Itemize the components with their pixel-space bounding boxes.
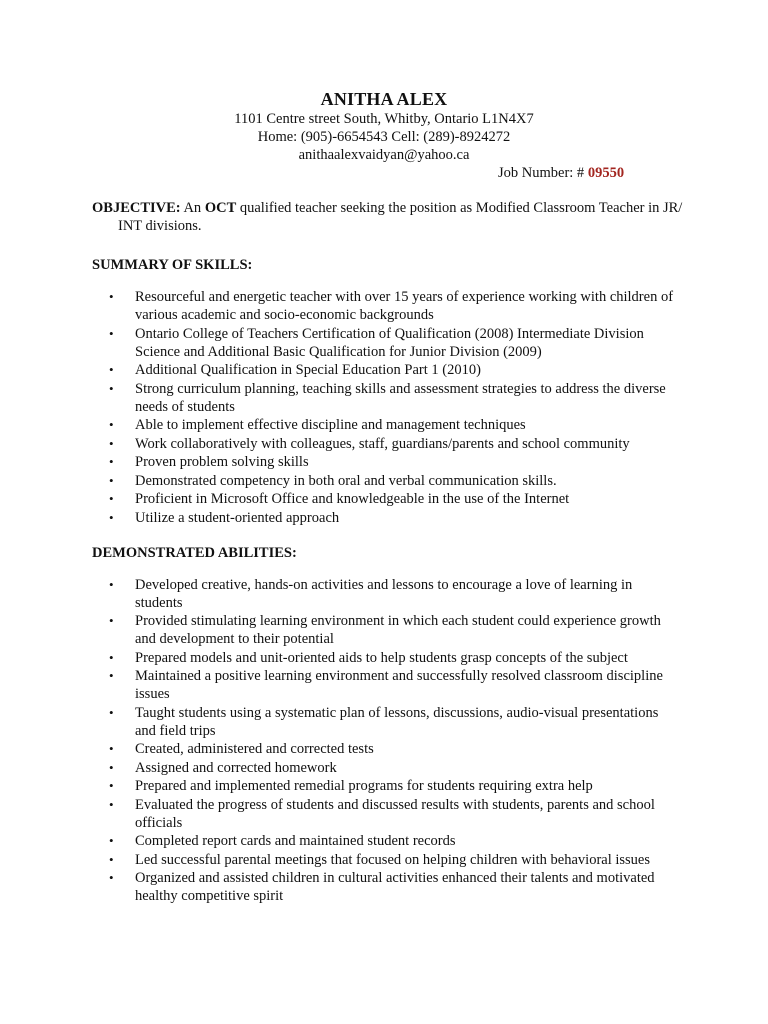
bullet-icon: • xyxy=(109,778,114,793)
bullet-icon: • xyxy=(109,491,114,506)
list-item xyxy=(92,435,680,453)
list-item-text: Organized and assisted children in cultural activities enhanced their talents and motivated healthy competitive spirit xyxy=(135,870,655,904)
candidate-name: ANITHA ALEX xyxy=(320,89,448,109)
list-item xyxy=(92,777,680,795)
bullet-icon: • xyxy=(109,649,114,665)
list-item-text: Proven problem solving skills xyxy=(135,454,309,470)
list-item xyxy=(92,325,680,361)
bullet-icon: • xyxy=(109,613,114,628)
bullet-icon: • xyxy=(109,741,114,756)
abilities-list xyxy=(92,576,692,906)
list-item-text: Led successful parental meetings that focused on helping children with behavioral issues xyxy=(135,851,651,868)
bullet-icon: • xyxy=(109,796,114,812)
list-item xyxy=(92,416,680,434)
job-number-line xyxy=(498,164,624,182)
list-item-text: Created, administered and corrected tests xyxy=(135,741,374,757)
list-item-text: Additional Qualification in Special Education Part 1 (2010) xyxy=(135,362,481,378)
bullet-icon: • xyxy=(109,380,114,396)
bullet-icon: • xyxy=(109,870,114,885)
list-item xyxy=(92,490,680,508)
job-number-label: Job Number: # xyxy=(498,165,588,181)
list-item-text: Evaluated the progress of students and discussed results with students, parents and school officials xyxy=(135,796,655,831)
bullet-icon: • xyxy=(109,454,114,469)
list-item xyxy=(92,576,680,612)
bullet-icon: • xyxy=(109,576,114,592)
bullet-icon: • xyxy=(109,417,114,432)
list-item-text: Ontario College of Teachers Certification of Qualification (2008) Intermediate Division Science and Additional Basic Qualification for Junior Division (2009) xyxy=(135,325,644,360)
resume-body xyxy=(92,199,692,922)
list-item xyxy=(92,472,680,490)
bullet-icon: • xyxy=(109,668,114,683)
list-item-text: Able to implement effective discipline and management techniques xyxy=(135,417,526,433)
list-item-text: Completed report cards and maintained student records xyxy=(135,833,456,849)
list-item xyxy=(92,380,680,416)
list-item-text: Strong curriculum planning, teaching skills and assessment strategies to address the diverse needs of students xyxy=(135,380,666,415)
list-item-text: Provided stimulating learning environment in which each student could experience growth and development to their potential xyxy=(135,613,661,647)
objective-text-after: qualified teacher seeking the position as Modified Classroom Teacher in JR/ INT divisions. xyxy=(118,200,683,234)
list-item-text: Demonstrated competency in both oral and verbal communication skills. xyxy=(135,472,557,489)
list-item xyxy=(92,649,680,667)
bullet-icon: • xyxy=(109,833,114,848)
list-item xyxy=(92,667,680,703)
list-item-text: Prepared models and unit-oriented aids to help students grasp concepts of the subject xyxy=(135,649,628,666)
objective-text-before: An xyxy=(180,200,205,216)
abilities-section-title: DEMONSTRATED ABILITIES: xyxy=(92,544,297,561)
summary-section-title: SUMMARY OF SKILLS: xyxy=(92,257,253,273)
list-item xyxy=(92,832,680,850)
list-item xyxy=(92,453,680,471)
list-item xyxy=(92,288,680,324)
bullet-icon: • xyxy=(109,509,114,525)
list-item-text: Developed creative, hands-on activities and lessons to encourage a love of learning in students xyxy=(135,576,633,611)
resume-header xyxy=(0,88,768,164)
list-item-text: Prepared and implemented remedial programs for students requiring extra help xyxy=(135,778,593,794)
list-item xyxy=(92,851,680,869)
bullet-icon: • xyxy=(109,759,114,775)
list-item-text: Taught students using a systematic plan of lessons, discussions, audio-visual presentations and field trips xyxy=(135,704,659,739)
list-item xyxy=(92,612,680,648)
list-item-text: Assigned and corrected homework xyxy=(135,759,337,776)
list-item xyxy=(92,796,680,832)
list-item xyxy=(92,361,680,379)
list-item-text: Utilize a student-oriented approach xyxy=(135,509,340,526)
list-item xyxy=(92,704,680,740)
list-item xyxy=(92,759,680,777)
bullet-icon: • xyxy=(109,851,114,867)
objective-label: OBJECTIVE: xyxy=(92,200,181,216)
bullet-icon: • xyxy=(109,435,114,451)
objective-paragraph xyxy=(92,199,692,235)
list-item-text: Maintained a positive learning environment and successfully resolved classroom discipline issues xyxy=(135,668,663,702)
address-line: 1101 Centre street South, Whitby, Ontario L1N4X7 xyxy=(234,111,534,127)
list-item-text: Proficient in Microsoft Office and knowledgeable in the use of the Internet xyxy=(135,491,570,507)
email-line: anithaalexvaidyan@yahoo.ca xyxy=(298,147,470,163)
list-item xyxy=(92,509,680,527)
bullet-icon: • xyxy=(109,289,114,304)
summary-list xyxy=(92,288,692,527)
list-item xyxy=(92,740,680,758)
bullet-icon: • xyxy=(109,325,114,341)
bullet-icon: • xyxy=(109,472,114,488)
objective-highlight: OCT xyxy=(204,200,237,216)
bullet-icon: • xyxy=(109,704,114,720)
list-item-text: Work collaboratively with colleagues, staff, guardians/parents and school community xyxy=(135,435,630,452)
bullet-icon: • xyxy=(109,362,114,377)
phone-line: Home: (905)-6654543 Cell: (289)-8924272 xyxy=(257,129,511,145)
list-item-text: Resourceful and energetic teacher with over 15 years of experience working with children of various academic and socio-economic backgrounds xyxy=(135,289,674,323)
job-number-value: 09550 xyxy=(587,165,625,181)
list-item xyxy=(92,869,680,905)
